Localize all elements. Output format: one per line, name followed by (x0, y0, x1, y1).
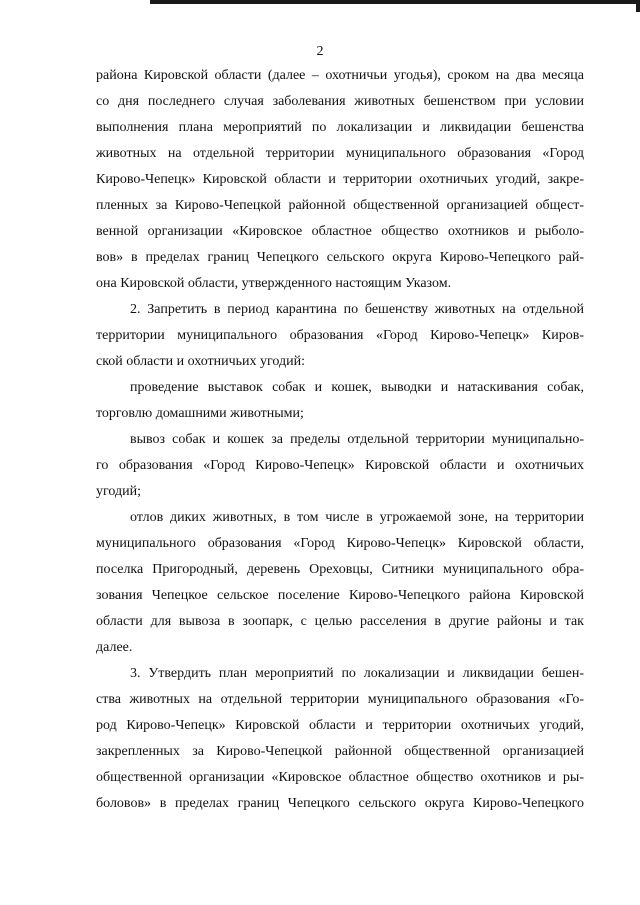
text-line: род Кирово-Чепецк» Кировской области и территории охотничьих угодий, (96, 718, 584, 733)
text-line: вов» в пределах границ Чепецкого сельского округа Кирово-Чепецкого рай- (96, 250, 584, 265)
text-line: угодий; (96, 484, 141, 499)
text-line: со дня последнего случая заболевания животных бешенством при условии (96, 94, 584, 109)
text-line: боловов» в пределах границ Чепецкого сельского округа Кирово-Чепецкого (96, 796, 584, 811)
text-line: венной организации «Кировское областное общество охотников и рыболо- (96, 224, 584, 239)
text-line: торговлю домашними животными; (96, 406, 304, 421)
list-item-start: отлов диких животных, в том числе в угрожаемой зоне, на территории (130, 510, 584, 525)
list-item-start: вывоз собак и кошек за пределы отдельной территории муниципально- (130, 432, 584, 447)
text-line: ской области и охотничьих угодий: (96, 354, 306, 369)
text-line: общественной организации «Кировское областное общество охотников и ры- (96, 770, 584, 785)
text-line: зования Чепецкое сельское поселение Кирово-Чепецкого района Кировской (96, 588, 584, 603)
text-line: района Кировской области (далее – охотничьи угодья), сроком на два месяца (96, 68, 584, 83)
text-line: го образования «Город Кирово-Чепецк» Кировской области и охотничьих (96, 458, 584, 473)
list-item-start: проведение выставок собак и кошек, выводки и натаскивания собак, (130, 380, 584, 395)
text-line: далее. (96, 640, 133, 655)
page-number: 2 (316, 44, 324, 59)
text-line: муниципального образования «Город Кирово-Чепецк» Кировской области, (96, 536, 584, 551)
paragraph-3-start: 3. Утвердить план мероприятий по локализации и ликвидации бешен- (130, 666, 584, 681)
text-line: закрепленных за Кирово-Чепецкой районной общественной организацией (96, 744, 584, 759)
text-line: территории муниципального образования «Город Кирово-Чепецк» Киров- (96, 328, 584, 343)
text-line: ства животных на отдельной территории муниципального образования «Го- (96, 692, 584, 707)
text-line: области для вывоза в зоопарк, с целью расселения в другие районы и так (96, 614, 584, 629)
text-line: животных на отдельной территории муниципального образования «Город (96, 146, 584, 161)
text-line: пленных за Кирово-Чепецкой районной общественной организацией общест- (96, 198, 584, 213)
text-line: поселка Пригородный, деревень Ореховцы, Ситники муниципального обра- (96, 562, 584, 577)
paragraph-2-start: 2. Запретить в период карантина по бешенству животных на отдельной (130, 302, 584, 317)
text-line: Кирово-Чепецк» Кировской области и территории охотничьих угодий, закре- (96, 172, 584, 187)
text-line: она Кировской области, утвержденного настоящим Указом. (96, 276, 452, 291)
text-line: выполнения плана мероприятий по локализации и ликвидации бешенства (96, 120, 584, 135)
